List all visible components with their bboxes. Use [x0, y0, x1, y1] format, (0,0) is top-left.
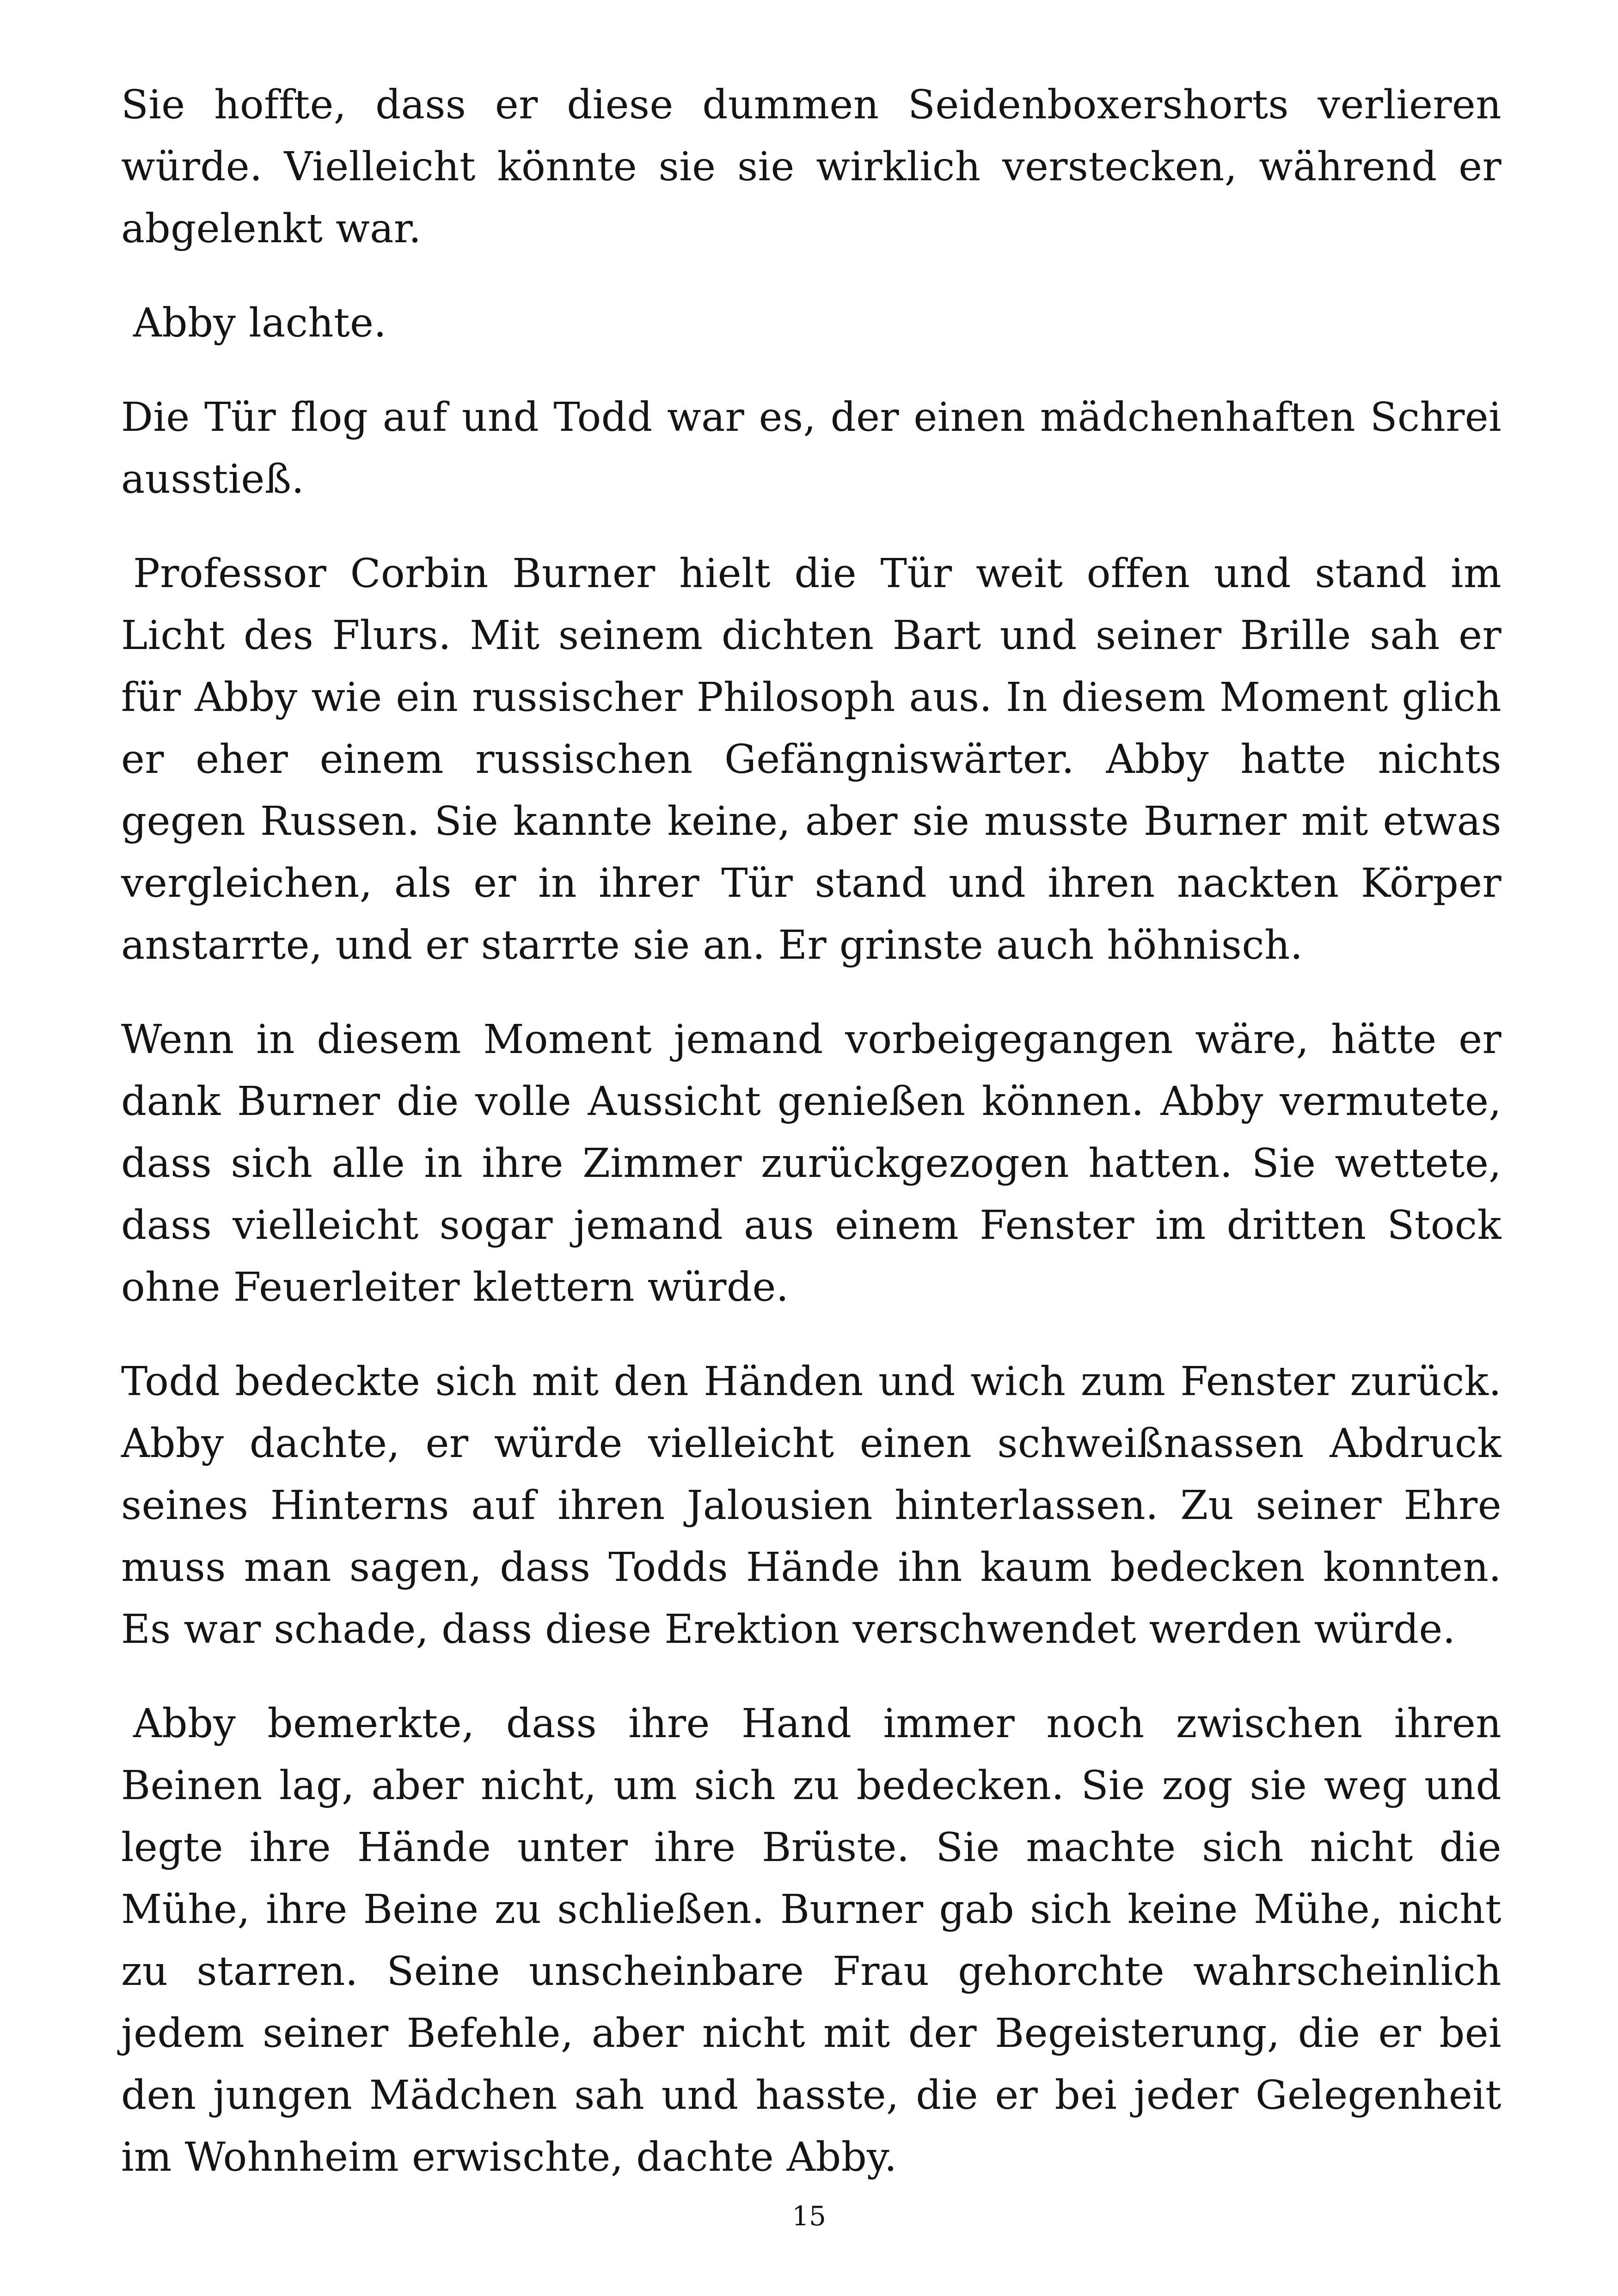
paragraph-7: Abby bemerkte, dass ihre Hand immer noch zwischen ihren Beinen lag, aber nicht, um sich zu bedecken. Sie zog sie weg und legte ihre Hände unter ihre Brüste. Sie machte sich nicht die Mühe, ihre Beine zu schließen. Burner gab sich keine Mühe, nicht zu starren. Seine unscheinbare Frau gehorchte wahrscheinlich jedem seiner Befehle, aber nicht mit der Begeisterung, die er bei den jungen Mädchen sah und hasste, die er bei jeder Gelegenheit im Wohnheim erwischte, dachte Abby.: [121, 1701, 1502, 2180]
paragraph-6: Todd bedeckte sich mit den Händen und wich zum Fenster zurück. Abby dachte, er würde vielleicht einen schweißnassen Abdruck seines Hinterns auf ihren Jalousien hinterlassen. Zu seiner Ehre muss man sagen, dass Todds Hände ihn kaum bedecken konnten. Es war schade, dass diese Erektion verschwendet werden würde.: [121, 1359, 1502, 1653]
paragraph-3: Die Tür flog auf und Todd war es, der einen mädchenhaften Schrei ausstieß.: [121, 394, 1502, 502]
page-body: [121, 74, 1502, 2221]
paragraph-2: Abby lachte.: [133, 300, 387, 346]
paragraph-4: Professor Corbin Burner hielt die Tür weit offen und stand im Licht des Flurs. Mit seinem dichten Bart und seiner Brille sah er für Abby wie ein russischer Philosoph aus. In diesem Moment glich er eher einem russischen Gefängniswärter. Abby hatte nichts gegen Russen. Sie kannte keine, aber sie musste Burner mit etwas vergleichen, als er in ihrer Tür stand und ihren nackten Körper anstarrte, und er starrte sie an. Er grinste auch höhnisch.: [121, 551, 1502, 968]
page-number: 15: [792, 2200, 826, 2232]
paragraph-5: Wenn in diesem Moment jemand vorbeigegangen wäre, hätte er dank Burner die volle Aussicht genießen können. Abby vermutete, dass sich alle in ihre Zimmer zurückgezogen hatten. Sie wettete, dass vielleicht sogar jemand aus einem Fenster im dritten Stock ohne Feuerleiter klettern würde.: [121, 1016, 1502, 1310]
paragraph-1: Sie hoffte, dass er diese dummen Seidenboxershorts verlieren würde. Vielleicht könnte sie sie wirklich verstecken, während er abgelenkt war.: [121, 82, 1502, 252]
